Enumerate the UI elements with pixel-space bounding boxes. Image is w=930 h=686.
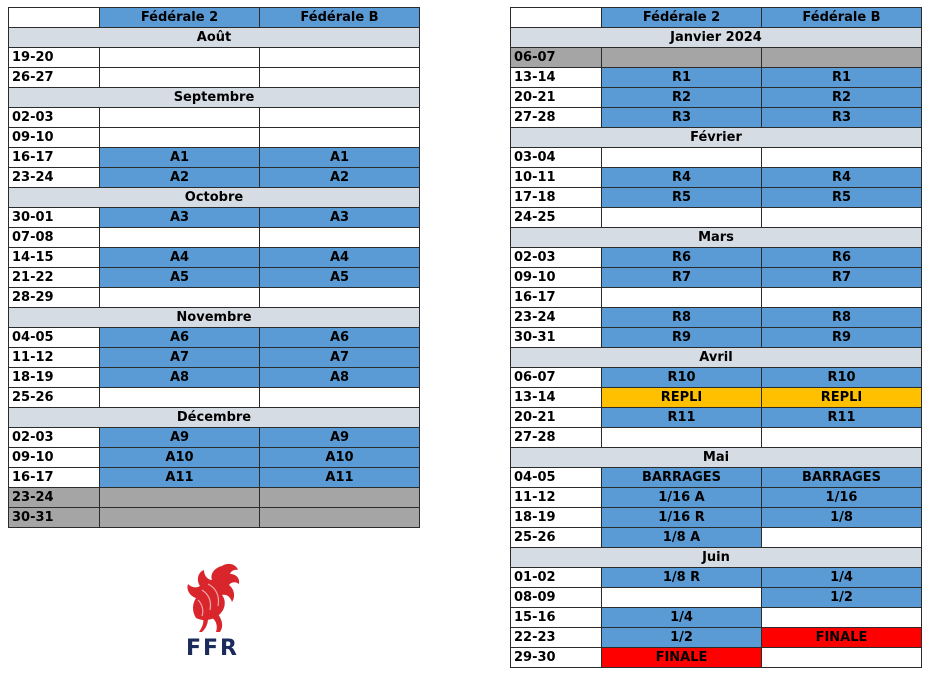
federale-2-cell xyxy=(602,588,762,608)
federale-2-cell: 1/2 xyxy=(602,628,762,648)
table-row xyxy=(511,268,922,288)
month-label: Octobre xyxy=(9,188,420,208)
weekend-date: 09-10 xyxy=(511,268,602,288)
federale-2-cell xyxy=(100,508,260,528)
table-row xyxy=(9,248,420,268)
table-row xyxy=(511,88,922,108)
weekend-date: 03-04 xyxy=(511,148,602,168)
federale-2-cell xyxy=(100,108,260,128)
weekend-date: 23-24 xyxy=(511,308,602,328)
table-row xyxy=(9,128,420,148)
federale-b-cell: R2 xyxy=(762,88,922,108)
federale-2-cell: 1/4 xyxy=(602,608,762,628)
federale-b-cell xyxy=(762,208,922,228)
weekend-date: 11-12 xyxy=(9,348,100,368)
weekend-date: 18-19 xyxy=(511,508,602,528)
month-row xyxy=(511,128,922,148)
weekend-date: 29-30 xyxy=(511,648,602,668)
weekend-date: 23-24 xyxy=(9,488,100,508)
federale-2-cell: A1 xyxy=(100,148,260,168)
weekend-date: 16-17 xyxy=(511,288,602,308)
weekend-date: 18-19 xyxy=(9,368,100,388)
table-row xyxy=(9,228,420,248)
federale-b-cell xyxy=(762,608,922,628)
federale-2-cell: A5 xyxy=(100,268,260,288)
weekend-date: 28-29 xyxy=(9,288,100,308)
weekend-date: 30-01 xyxy=(9,208,100,228)
federale-b-cell: R4 xyxy=(762,168,922,188)
federale-2-cell: R10 xyxy=(602,368,762,388)
table-row xyxy=(511,308,922,328)
federale-b-cell xyxy=(762,528,922,548)
weekend-date: 10-11 xyxy=(511,168,602,188)
table-row xyxy=(511,568,922,588)
month-label: Février xyxy=(511,128,922,148)
federale-2-cell xyxy=(100,488,260,508)
federale-b-cell: A3 xyxy=(260,208,420,228)
table-row xyxy=(511,328,922,348)
month-row xyxy=(9,88,420,108)
federale-b-cell: FINALE xyxy=(762,628,922,648)
federale-b-cell xyxy=(260,388,420,408)
weekend-date: 27-28 xyxy=(511,108,602,128)
weekend-date: 20-21 xyxy=(511,88,602,108)
table-row xyxy=(9,448,420,468)
federale-2-cell xyxy=(602,208,762,228)
column-header-federale-2: Fédérale 2 xyxy=(100,8,260,28)
federale-b-cell: 1/4 xyxy=(762,568,922,588)
federale-b-cell: A6 xyxy=(260,328,420,348)
month-row xyxy=(511,28,922,48)
month-label: Janvier 2024 xyxy=(511,28,922,48)
table-row xyxy=(9,428,420,448)
calendar-table-left xyxy=(8,7,420,528)
weekend-date: 30-31 xyxy=(9,508,100,528)
month-label: Mai xyxy=(511,448,922,468)
weekend-date: 25-26 xyxy=(9,388,100,408)
table-row xyxy=(511,108,922,128)
month-label: Juin xyxy=(511,548,922,568)
table-row xyxy=(511,68,922,88)
month-label: Avril xyxy=(511,348,922,368)
weekend-date: 24-25 xyxy=(511,208,602,228)
table-row xyxy=(511,488,922,508)
federale-b-cell: A7 xyxy=(260,348,420,368)
federale-2-cell: R7 xyxy=(602,268,762,288)
weekend-date: 11-12 xyxy=(511,488,602,508)
weekend-date: 22-23 xyxy=(511,628,602,648)
table-row xyxy=(511,528,922,548)
table-row xyxy=(511,468,922,488)
federale-b-cell: A5 xyxy=(260,268,420,288)
weekend-date: 02-03 xyxy=(9,428,100,448)
table-row xyxy=(9,48,420,68)
federale-b-cell: R6 xyxy=(762,248,922,268)
month-row xyxy=(9,188,420,208)
table-row xyxy=(511,588,922,608)
table-row xyxy=(9,208,420,228)
weekend-date: 04-05 xyxy=(9,328,100,348)
weekend-date: 16-17 xyxy=(9,148,100,168)
federale-2-cell: R6 xyxy=(602,248,762,268)
federale-b-cell: REPLI xyxy=(762,388,922,408)
table-row xyxy=(511,648,922,668)
federale-2-cell: 1/8 A xyxy=(602,528,762,548)
federale-2-cell: A7 xyxy=(100,348,260,368)
federale-b-cell xyxy=(260,288,420,308)
federale-b-cell: 1/2 xyxy=(762,588,922,608)
table-row xyxy=(9,468,420,488)
column-header-federale-b: Fédérale B xyxy=(260,8,420,28)
month-row xyxy=(511,348,922,368)
federale-2-cell: R3 xyxy=(602,108,762,128)
federale-2-cell: A9 xyxy=(100,428,260,448)
weekend-date: 15-16 xyxy=(511,608,602,628)
federale-2-cell xyxy=(602,48,762,68)
federale-2-cell xyxy=(602,288,762,308)
month-label: Août xyxy=(9,28,420,48)
weekend-date: 13-14 xyxy=(511,388,602,408)
federale-b-cell: R8 xyxy=(762,308,922,328)
federale-b-cell: A8 xyxy=(260,368,420,388)
weekend-date: 01-02 xyxy=(511,568,602,588)
table-row xyxy=(511,408,922,428)
federale-b-cell: R7 xyxy=(762,268,922,288)
month-row xyxy=(9,28,420,48)
table-row xyxy=(9,268,420,288)
federale-2-cell: R4 xyxy=(602,168,762,188)
federale-b-cell: A10 xyxy=(260,448,420,468)
federale-b-cell: A4 xyxy=(260,248,420,268)
table-row xyxy=(511,608,922,628)
federale-2-cell xyxy=(602,148,762,168)
table-row xyxy=(9,388,420,408)
federale-b-cell xyxy=(260,48,420,68)
federale-b-cell: 1/8 xyxy=(762,508,922,528)
header-corner xyxy=(511,8,602,28)
month-label: Novembre xyxy=(9,308,420,328)
weekend-date: 21-22 xyxy=(9,268,100,288)
weekend-date: 30-31 xyxy=(511,328,602,348)
weekend-date: 02-03 xyxy=(511,248,602,268)
federale-b-cell: R5 xyxy=(762,188,922,208)
weekend-date: 26-27 xyxy=(9,68,100,88)
federale-2-cell xyxy=(100,288,260,308)
federale-b-cell xyxy=(762,648,922,668)
federale-b-cell xyxy=(260,488,420,508)
federale-b-cell xyxy=(762,48,922,68)
table-row xyxy=(9,168,420,188)
federale-b-cell xyxy=(762,428,922,448)
federale-2-cell xyxy=(100,48,260,68)
table-row xyxy=(9,68,420,88)
table-row xyxy=(9,508,420,528)
federale-2-cell xyxy=(100,128,260,148)
month-row xyxy=(511,448,922,468)
federale-2-cell xyxy=(100,68,260,88)
ffr-logo-text: FFR xyxy=(186,636,239,661)
federale-2-cell xyxy=(602,428,762,448)
federale-b-cell: BARRAGES xyxy=(762,468,922,488)
table-row xyxy=(511,48,922,68)
table-row xyxy=(511,208,922,228)
federale-2-cell: 1/16 A xyxy=(602,488,762,508)
weekend-date: 06-07 xyxy=(511,48,602,68)
federale-2-cell: 1/8 R xyxy=(602,568,762,588)
federale-2-cell: BARRAGES xyxy=(602,468,762,488)
table-row xyxy=(511,188,922,208)
federale-2-cell: A10 xyxy=(100,448,260,468)
federale-b-cell xyxy=(260,508,420,528)
federale-2-cell: A4 xyxy=(100,248,260,268)
header-corner xyxy=(9,8,100,28)
federale-b-cell: A11 xyxy=(260,468,420,488)
federale-2-cell: A3 xyxy=(100,208,260,228)
table-row xyxy=(511,168,922,188)
federale-2-cell: R1 xyxy=(602,68,762,88)
column-header-federale-b: Fédérale B xyxy=(762,8,922,28)
federale-2-cell: R9 xyxy=(602,328,762,348)
table-row xyxy=(9,288,420,308)
federale-b-cell xyxy=(260,108,420,128)
federale-b-cell: R10 xyxy=(762,368,922,388)
federale-2-cell: R2 xyxy=(602,88,762,108)
table-row xyxy=(9,328,420,348)
federale-2-cell: 1/16 R xyxy=(602,508,762,528)
weekend-date: 09-10 xyxy=(9,448,100,468)
table-row xyxy=(511,428,922,448)
federale-2-cell: A8 xyxy=(100,368,260,388)
month-row xyxy=(9,308,420,328)
month-label: Septembre xyxy=(9,88,420,108)
weekend-date: 02-03 xyxy=(9,108,100,128)
weekend-date: 23-24 xyxy=(9,168,100,188)
federale-2-cell: R8 xyxy=(602,308,762,328)
table-row xyxy=(511,368,922,388)
header-row xyxy=(511,8,922,28)
table-row xyxy=(511,628,922,648)
month-row xyxy=(9,408,420,428)
federale-b-cell: A9 xyxy=(260,428,420,448)
federale-b-cell xyxy=(260,228,420,248)
federale-2-cell: A6 xyxy=(100,328,260,348)
federale-b-cell: R3 xyxy=(762,108,922,128)
column-header-federale-2: Fédérale 2 xyxy=(602,8,762,28)
calendar-table-right xyxy=(510,7,922,668)
weekend-date: 27-28 xyxy=(511,428,602,448)
table-row xyxy=(511,248,922,268)
table-row xyxy=(511,508,922,528)
weekend-date: 06-07 xyxy=(511,368,602,388)
table-row xyxy=(511,388,922,408)
month-row xyxy=(511,548,922,568)
table-row xyxy=(9,348,420,368)
federale-b-cell xyxy=(762,288,922,308)
weekend-date: 04-05 xyxy=(511,468,602,488)
federale-2-cell xyxy=(100,228,260,248)
month-label: Mars xyxy=(511,228,922,248)
federale-b-cell: A2 xyxy=(260,168,420,188)
federale-b-cell: 1/16 xyxy=(762,488,922,508)
weekend-date: 14-15 xyxy=(9,248,100,268)
federale-2-cell xyxy=(100,388,260,408)
table-row xyxy=(511,288,922,308)
federale-2-cell: A11 xyxy=(100,468,260,488)
weekend-date: 08-09 xyxy=(511,588,602,608)
table-row xyxy=(511,148,922,168)
federale-b-cell: R9 xyxy=(762,328,922,348)
federale-2-cell: R5 xyxy=(602,188,762,208)
table-row xyxy=(9,368,420,388)
weekend-date: 19-20 xyxy=(9,48,100,68)
month-row xyxy=(511,228,922,248)
weekend-date: 13-14 xyxy=(511,68,602,88)
weekend-date: 17-18 xyxy=(511,188,602,208)
federale-b-cell: R11 xyxy=(762,408,922,428)
weekend-date: 20-21 xyxy=(511,408,602,428)
table-row xyxy=(9,108,420,128)
weekend-date: 07-08 xyxy=(9,228,100,248)
federale-b-cell xyxy=(260,68,420,88)
weekend-date: 09-10 xyxy=(9,128,100,148)
federale-b-cell xyxy=(762,148,922,168)
header-row xyxy=(9,8,420,28)
month-label: Décembre xyxy=(9,408,420,428)
federale-2-cell: A2 xyxy=(100,168,260,188)
federale-2-cell: REPLI xyxy=(602,388,762,408)
federale-b-cell: A1 xyxy=(260,148,420,168)
table-row xyxy=(9,488,420,508)
table-row xyxy=(9,148,420,168)
weekend-date: 16-17 xyxy=(9,468,100,488)
federale-b-cell: R1 xyxy=(762,68,922,88)
federale-2-cell: FINALE xyxy=(602,648,762,668)
federale-2-cell: R11 xyxy=(602,408,762,428)
weekend-date: 25-26 xyxy=(511,528,602,548)
federale-b-cell xyxy=(260,128,420,148)
